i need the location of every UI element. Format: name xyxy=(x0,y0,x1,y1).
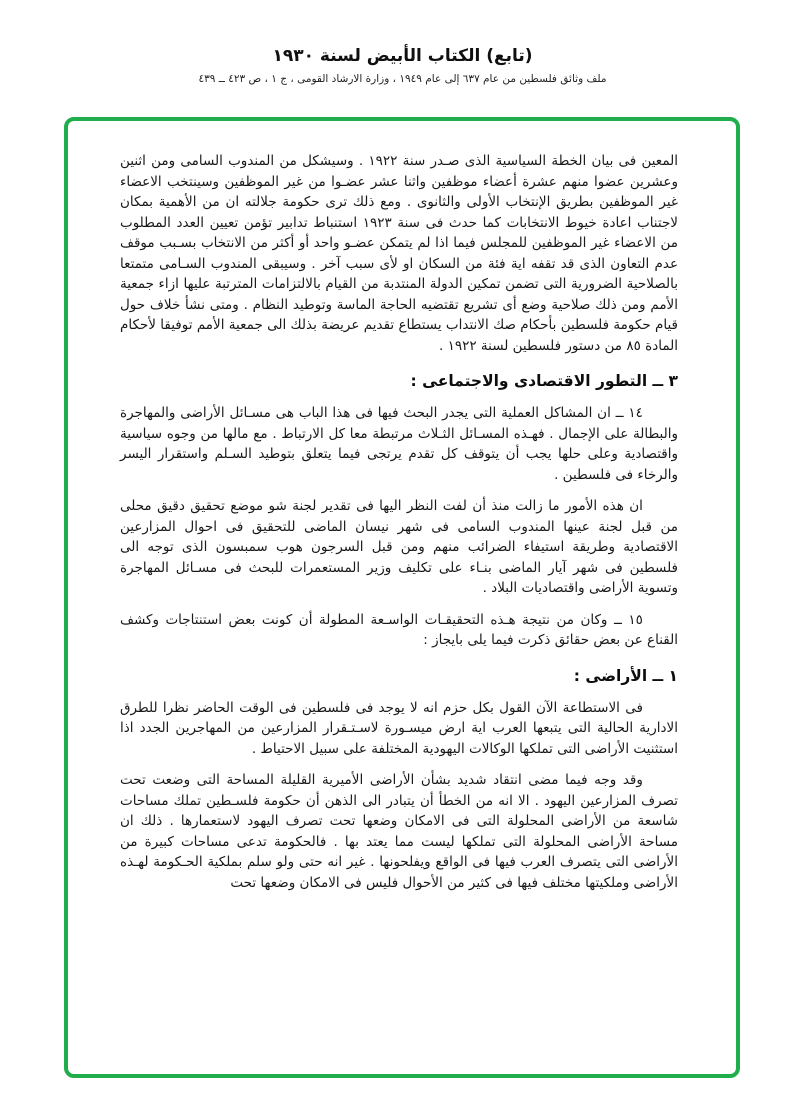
section-heading-lands: ١ ــ الأراضى : xyxy=(573,666,678,685)
page-title: (تابع) الكتاب الأبيض لسنة ١٩٣٠ xyxy=(272,46,533,66)
content-border-frame xyxy=(64,117,740,1078)
section-heading-economic-social: ٣ ــ التطور الاقتصادى والاجتماعى : xyxy=(410,372,678,391)
paragraph-state-lands: وقد وجه فيما مضى انتقاد شديد بشأن الأراضى الأميرية القليلة المساحة التى وضعت تحت تصرف المزارعين اليهود . الا انه من الخطأ أن يتبادر الى الذهن أن حكومة فلسـطين تملك مساحات شاسعة من الأراضى المحلولة التى فى الامكان وضعها تحت تصرف اليهود لاستعمارها . ذلك ان مساحة الأراضى المحلولة التى تملكها ليست مما يعتد بها . فالحكومة تدعى مساحات كبيرة من الأراضى التى يتصرف العرب فيها فى الواقع ويفلحونها . غير انه حتى ولو سلم بملكية الحـكومة لهـذه الأراضى وملكيتها مختلف فيها فى كثير من الأحوال فليس فى الامكان وضعها تحت xyxy=(120,772,678,891)
paragraph-15-conclusions: ١٥ ــ وكان من نتيجة هـذه التحقيقـات الواسـعة المطولة أن كونت بعض استنتاجات وكشف القناع عن بعض حقائق ذكرت فيما يلى بايجاز : xyxy=(120,611,678,649)
paragraph-inquiries: ان هذه الأمور ما زالت منذ أن لفت النظر اليها فى تقدير لجنة شو موضع تحقيق دقيق محلى من قبل لجنة عينها المندوب السامى فى شهر نيسان الماضى للتحقيق فى احوال المزارعين الاقتصادية وطريقة استيفاء الضرائب منهم ومن قبل السرجون هوب سمبسون الذى توجه الى فلسطين فى شهر آيار الماضى بنـاء على تكليف وزير المستعمرات للبحث فى مسـائل المهاجرة وتسوية الأراضى واقتصاديات البلاد . xyxy=(120,498,678,597)
source-citation: ملف وثائق فلسطين من عام ٦٣٧ إلى عام ١٩٤٩ ، وزارة الارشاد القومى ، ج ١ ، ص ٤٢٣ ــ ٤٣٩ xyxy=(198,73,607,85)
paragraph-14-practical-problems: ١٤ ــ ان المشاكل العملية التى يجدر البحث فيها فى هذا الباب هى مسـائل الأراضى والمهاجرة والبطالة على الإجمال . فهـذه المسـائل الثـلاث مرتبطة معا كل الارتباط . مع مالها من وجوه سياسية واقتصادية وعلى حلها يجب أن يتوقف كل تقدم يرتجى فيما يتعلق بتوطيد السـلم واستقرار اليسر والرخاء فى فلسطين . xyxy=(120,405,678,483)
paragraph-continuation-mandate: المعين فى بيان الخطة السياسية الذى صـدر سنة ١٩٢٢ . وسيشكل من المندوب السامى ومن اثنين وعشرين عضوا منهم عشرة أعضاء موظفين واثنا عشر عضـوا من غير الموظفين وسينتخب الاعضاء غير الموظفين بطريق الإنتخاب الأولى والثانوى . ومع ذلك ترى حكومة جلالته ان من الأهمية بمكان لاجتناب اعادة خيوط الانتخابات كما حدث فى سنة ١٩٢٣ استنباط تدابير تؤمن تعيين العدد المطلوب من الاعضاء غير الموظفين للمجلس فيما اذا لم يتمكن عضـو واحد أو أكثر من الانتخاب بسـبب موقف عدم التعاون الذى قد تقفه اية فئة من السكان او لأى سبب آخر . وسيبقى المندوب السـامى متمتعا بالصلاحية الضرورية التى تضمن تمكين الدولة المنتدبة من القيام بالالتزامات المترتبة عليها ازاء جمعية الأمم ومن ذلك صلاحية وضع أى تشريع تقتضيه الحاجة الماسة وتوطيد النظام . ومتى نشأ خلاف حول قيام حكومة فلسطين بأحكام صك الانتداب يستطاع تقديم عريضة بذلك الى جمعية الأمم توفيقا لأحكام المادة ٨٥ من دستور فلسطين لسنة ١٩٢٢ . xyxy=(120,153,678,354)
page-header xyxy=(0,46,805,85)
paragraph-lands-availability: فى الاستطاعة الآن القول بكل حزم انه لا يوجد فى فلسطين فى الوقت الحاضر نظرا للطرق الادارية الحالية التى يتبعها العرب اية ارض ميسـورة لاسـتـقرار المزارعين من المهاجرين الجدد اذا استثنيت الأراضى التى تملكها الوكالات اليهودية المختلفة على سبيل الاحتياط . xyxy=(120,699,678,757)
